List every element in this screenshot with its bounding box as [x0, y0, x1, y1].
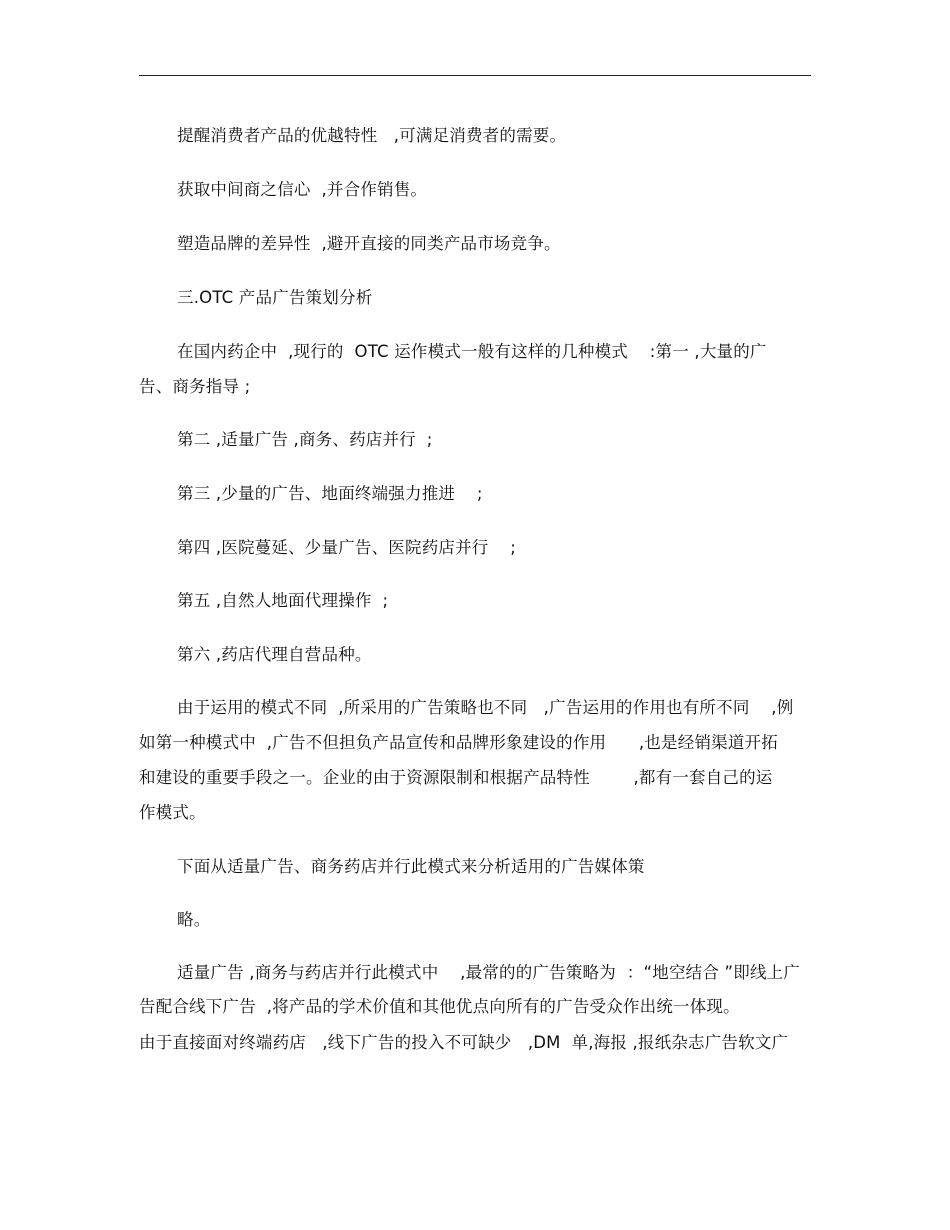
list-item: 第四 ,医院蔓延、少量广告、医院药店并行 ;: [177, 538, 517, 557]
body-line: 塑造品牌的差异性 ,避开直接的同类产品市场竞争。: [177, 234, 561, 253]
body-line: 提醒消费者产品的优越特性 ,可满足消费者的需要。: [177, 126, 567, 145]
list-item: 第三 ,少量的广告、地面终端强力推进 ;: [177, 484, 483, 503]
body-line: 获取中间商之信心 ,并合作销售。: [177, 180, 428, 199]
body-line: 告、商务指导 ;: [139, 377, 251, 396]
body-line: 下面从适量广告、商务药店并行此模式来分析适用的广告媒体策: [177, 857, 645, 876]
body-line: 略。: [177, 910, 211, 929]
header-rule: [139, 75, 811, 76]
list-item: 第六 ,药店代理自营品种。: [177, 645, 372, 664]
body-line: 适量广告 ,商务与药店并行此模式中 ,最常的的广告策略为 ：“地空结合 ”即线上广: [177, 963, 801, 982]
body-line: 作模式。: [139, 803, 206, 822]
body-line: 在国内药企中 ,现行的 OTC 运作模式一般有这样的几种模式 :第一 ,大量的广: [177, 342, 767, 361]
body-line: 由于直接面对终端药店 ,线下广告的投入不可缺少 ,DM 单,海报 ,报纸杂志广告软文广: [139, 1033, 789, 1052]
list-item: 第五 ,自然人地面代理操作 ;: [177, 591, 389, 610]
body-line: 告配合线下广告 ,将产品的学术价值和其他优点向所有的广告受众作出统一体现。: [139, 997, 740, 1016]
section-heading: 三.OTC 产品广告策划分析: [177, 288, 373, 307]
body-line: 如第一种模式中 ,广告不但担负产品宣传和品牌形象建设的作用 ,也是经销渠道开拓: [139, 733, 778, 752]
body-line: 由于运用的模式不同 ,所采用的广告策略也不同 ,广告运用的作用也有所不同 ,例: [177, 698, 794, 717]
body-line: 和建设的重要手段之一。企业的由于资源限制和根据产品特性 ,都有一套自己的运: [139, 768, 773, 787]
list-item: 第二 ,适量广告 ,商务、药店并行 ;: [177, 430, 433, 449]
